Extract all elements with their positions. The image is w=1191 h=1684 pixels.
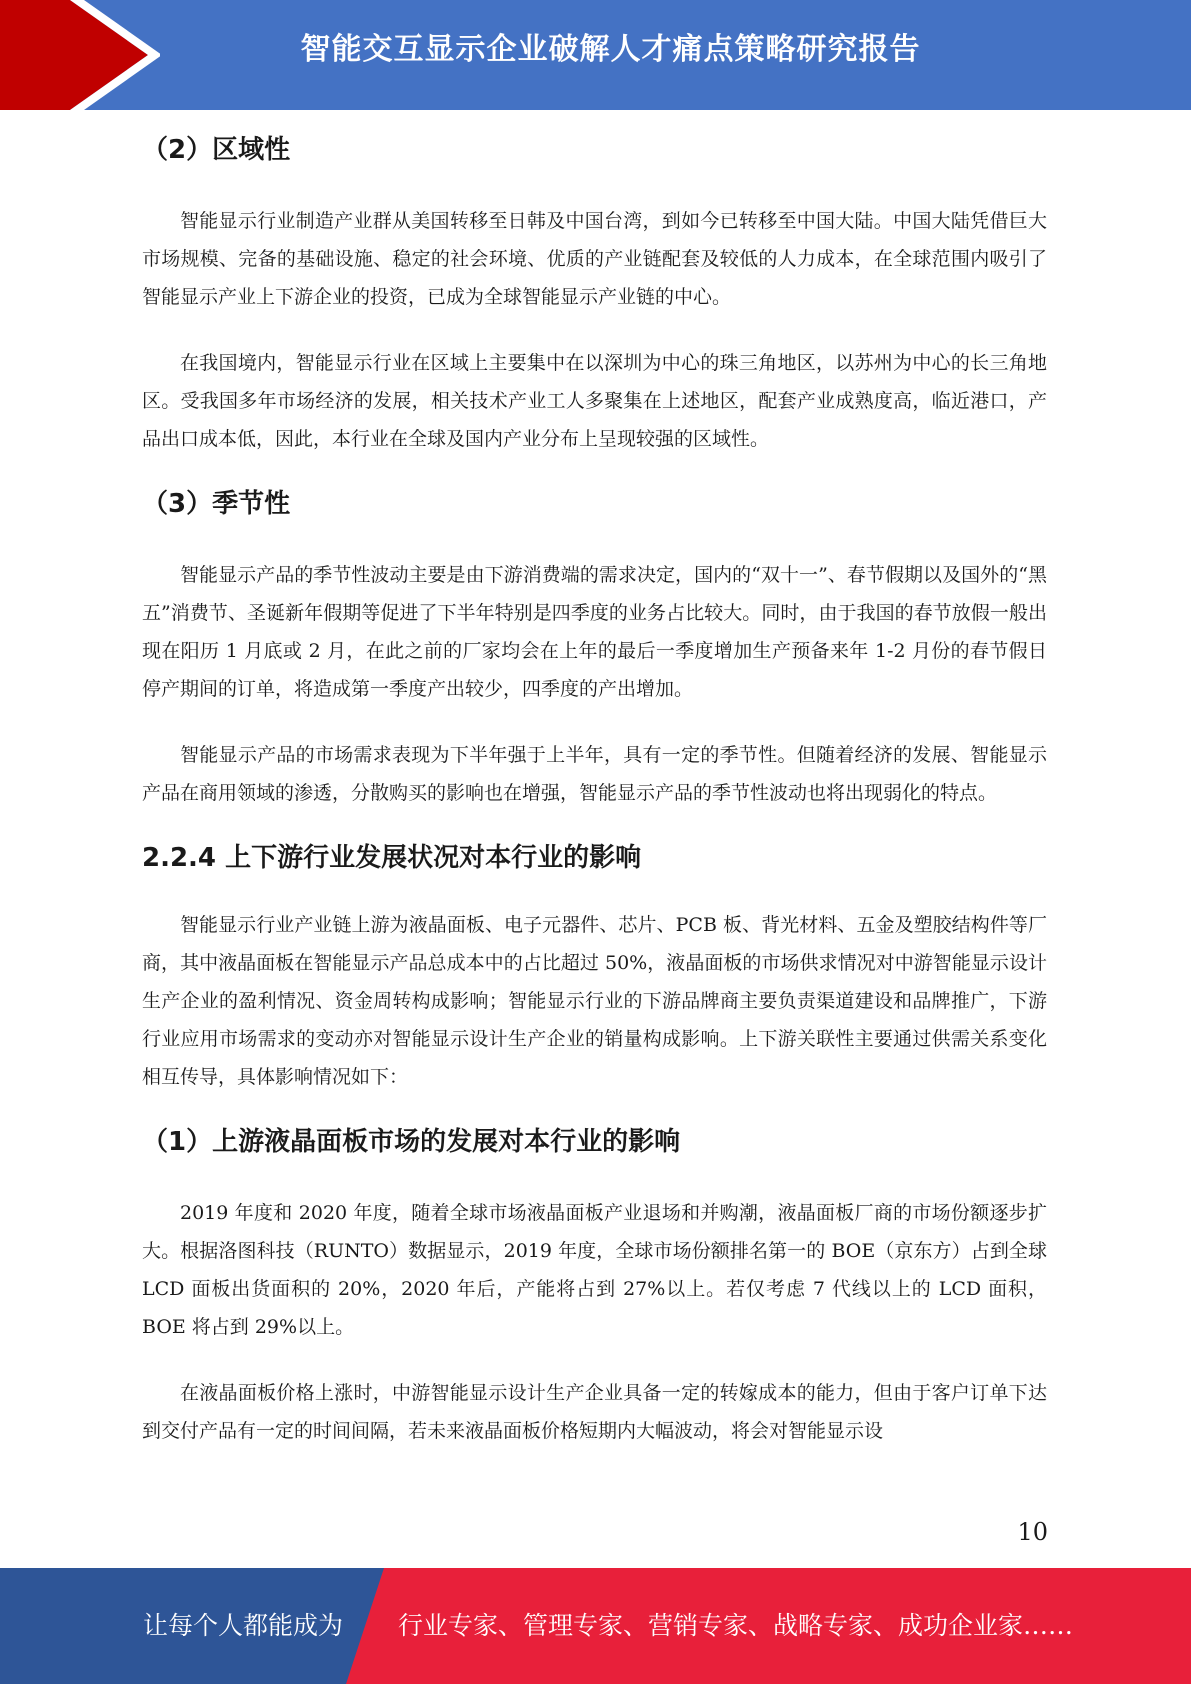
footer-slogan-left: 让每个人都能成为 [143, 1611, 344, 1640]
paragraph: 智能显示行业产业链上游为液晶面板、电子元器件、芯片、PCB 板、背光材料、五金及塑胶结构件等厂商，其中液晶面板在智能显示产品总成本中的占比超过 50%，液晶面板的市场供求情况对中游智能显示设计生产企业的盈利情况、资金周转构成影响；智能显示行业的下游品牌商主要负责渠道建设和品牌推广，下游行业应用市场需求的变动亦对智能显示设计生产企业的销量构成影响。上下游关联性主要通过供需关系变化相互传导，具体影响情况如下： [142, 914, 1047, 1088]
page-header [0, 0, 1191, 110]
document-body [142, 120, 1047, 1478]
paragraph: 在我国境内，智能显示行业在区域上主要集中在以深圳为中心的珠三角地区，以苏州为中心的长三角地区。受我国多年市场经济的发展，相关技术产业工人多聚集在上述地区，配套产业成熟度高，临近港口，产品出口成本低，因此，本行业在全球及国内产业分布上呈现较强的区域性。 [142, 352, 1047, 450]
paragraph: 智能显示产品的市场需求表现为下半年强于上半年，具有一定的季节性。但随着经济的发展、智能显示产品在商用领域的渗透，分散购买的影响也在增强，智能显示产品的季节性波动也将出现弱化的特点。 [142, 744, 1047, 804]
paragraph: 智能显示行业制造产业群从美国转移至日韩及中国台湾，到如今已转移至中国大陆。中国大陆凭借巨大市场规模、完备的基础设施、稳定的社会环境、优质的产业链配套及较低的人力成本，在全球范围内吸引了智能显示产业上下游企业的投资，已成为全球智能显示产业链的中心。 [142, 210, 1047, 308]
paragraph: 在液晶面板价格上涨时，中游智能显示设计生产企业具备一定的转嫁成本的能力，但由于客户订单下达到交付产品有一定的时间间隔，若未来液晶面板价格短期内大幅波动，将会对智能显示设 [142, 1382, 1047, 1442]
paragraph: 2019 年度和 2020 年度，随着全球市场液晶面板产业退场和并购潮，液晶面板厂商的市场份额逐步扩大。根据洛图科技（RUNTO）数据显示，2019 年度，全球市场份额排名第一的 BOE（京东方）占到全球 LCD 面板出货面积的 20%，2020 年后，产能将占到 27%以上。若仅考虑 7 代线以上的 LCD 面积，BOE 将占到 29%以上。 [142, 1202, 1047, 1338]
page-footer [0, 1568, 1191, 1684]
subsection-heading: （3）季节性 [142, 489, 291, 519]
subsection-heading: （1）上游液晶面板市场的发展对本行业的影响 [142, 1127, 681, 1157]
page-number: 10 [1017, 1518, 1048, 1546]
section-heading: 2.2.4 上下游行业发展状况对本行业的影响 [142, 843, 642, 873]
report-title: 智能交互显示企业破解人才痛点策略研究报告 [300, 32, 921, 67]
footer-slogan-right: 行业专家、管理专家、营销专家、战略专家、成功企业家…… [398, 1611, 1074, 1640]
paragraph: 智能显示产品的季节性波动主要是由下游消费端的需求决定，国内的“双十一”、春节假期以及国外的“黑五”消费节、圣诞新年假期等促进了下半年特别是四季度的业务占比较大。同时，由于我国的春节放假一般出现在阳历 1 月底或 2 月，在此之前的厂家均会在上年的最后一季度增加生产预备来年 1-2 月份的春节假日停产期间的订单，将造成第一季度产出较少，四季度的产出增加。 [142, 564, 1047, 700]
subsection-heading: （2）区域性 [142, 135, 291, 165]
